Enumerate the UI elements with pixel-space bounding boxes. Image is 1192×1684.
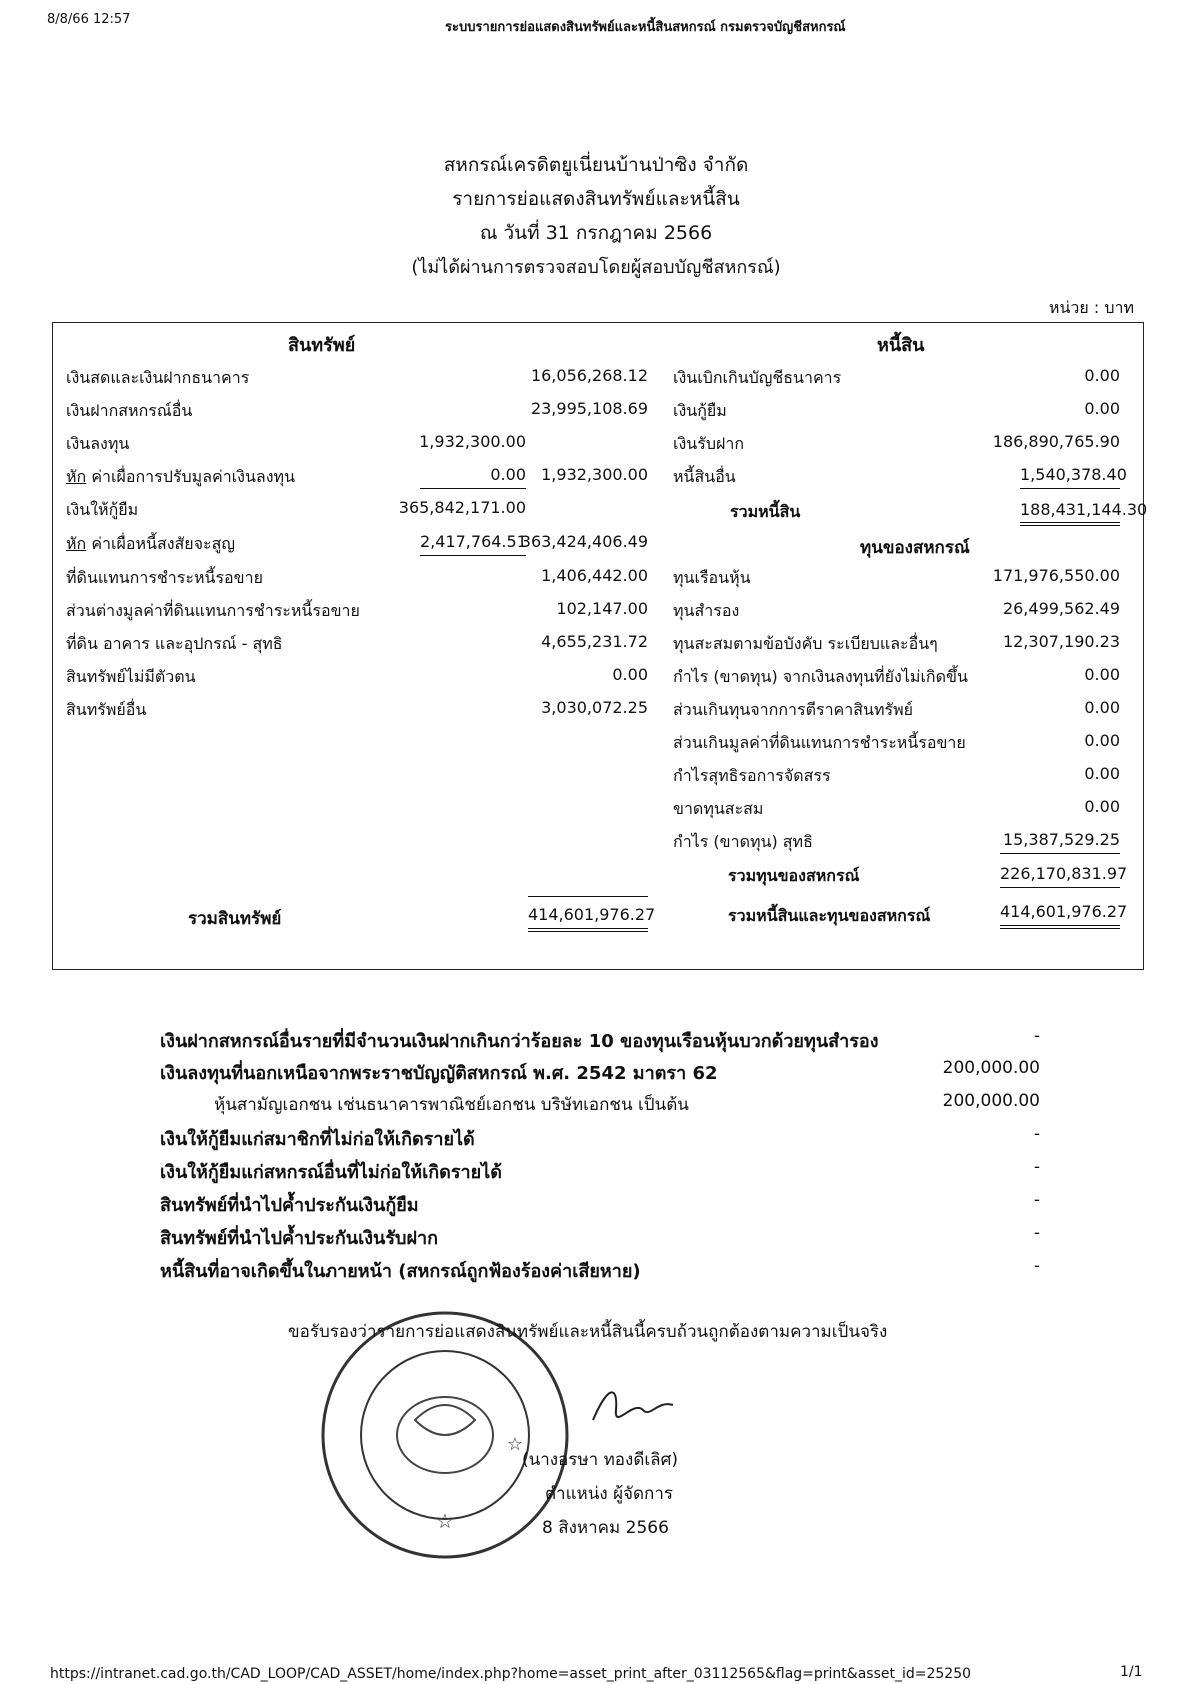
- equity-label: ส่วนเกินมูลค่าที่ดินแทนการชำระหนี้รอขาย: [673, 733, 966, 752]
- print-datetime: 8/8/66 12:57: [47, 12, 131, 27]
- asset-total: 1,406,442.00: [541, 566, 648, 585]
- liability-value: 0.00: [1084, 399, 1120, 418]
- asset-total: 102,147.00: [556, 599, 648, 618]
- equity-value: 0.00: [1084, 698, 1120, 717]
- asset-label: ที่ดินแทนการชำระหนี้รอขาย: [66, 568, 263, 587]
- total-liabilities-label: รวมหนี้สิน: [730, 502, 801, 521]
- note-value: -: [1033, 1157, 1040, 1177]
- assets-heading: สินทรัพย์: [288, 335, 356, 356]
- liability-value: 0.00: [1084, 366, 1120, 385]
- note-label: สินทรัพย์ที่นำไปค้ำประกันเงินกู้ยืม: [160, 1195, 419, 1216]
- asset-total: 363,424,406.49: [520, 532, 648, 551]
- asset-total: 0.00: [612, 665, 648, 684]
- liability-label: หนี้สินอื่น: [673, 467, 736, 486]
- liability-value: 186,890,765.90: [992, 432, 1120, 451]
- asset-total: 1,932,300.00: [541, 465, 648, 484]
- note-value: -: [1033, 1190, 1040, 1210]
- total-equity-label: รวมทุนของสหกรณ์: [728, 866, 860, 885]
- asset-label: สินทรัพย์ไม่มีตัวตน: [66, 667, 196, 686]
- signer-name: (นางอรษา ทองดีเลิศ): [522, 1450, 679, 1470]
- asset-label: เงินสดและเงินฝากธนาคาร: [66, 368, 250, 387]
- equity-label: ทุนเรือนหุ้น: [673, 568, 751, 587]
- equity-label: ขาดทุนสะสม: [673, 799, 764, 818]
- equity-label: กำไรสุทธิรอการจัดสรร: [673, 766, 831, 785]
- equity-value: 0.00: [1084, 665, 1120, 684]
- asset-label: เงินลงทุน: [66, 434, 130, 453]
- asset-label: ส่วนต่างมูลค่าที่ดินแทนการชำระหนี้รอขาย: [66, 601, 360, 620]
- equity-label: ทุนสะสมตามข้อบังคับ ระเบียบและอื่นๆ: [673, 634, 938, 653]
- note-value: -: [1033, 1124, 1040, 1144]
- report-title: รายการย่อแสดงสินทรัพย์และหนี้สิน: [452, 188, 740, 210]
- note-label: เงินให้กู้ยืมแก่สหกรณ์อื่นที่ไม่ก่อให้เกิดรายได้: [160, 1162, 502, 1183]
- asset-label: เงินให้กู้ยืม: [66, 500, 139, 519]
- equity-value: 0.00: [1084, 797, 1120, 816]
- signature: [588, 1380, 678, 1435]
- liabilities-heading: หนี้สิน: [877, 335, 925, 356]
- page-number: 1/1: [1120, 1664, 1143, 1680]
- note-label: หนี้สินที่อาจเกิดขึ้นในภายหน้า (สหกรณ์ถูกฟ้องร้องค่าเสียหาย): [160, 1261, 641, 1282]
- deduct-label: หัก: [66, 467, 87, 486]
- equity-value: 12,307,190.23: [1002, 632, 1120, 651]
- equity-value: 0.00: [1084, 731, 1120, 750]
- asset-sub: 1,932,300.00: [419, 432, 526, 451]
- asset-sub: 0.00: [420, 465, 526, 489]
- asset-label-row: [66, 532, 235, 557]
- equity-value: 26,499,562.49: [1002, 599, 1120, 618]
- equity-heading: ทุนของสหกรณ์: [860, 538, 970, 558]
- note-label: เงินให้กู้ยืมแก่สมาชิกที่ไม่ก่อให้เกิดรายได้: [160, 1129, 475, 1150]
- asset-label: ค่าเผื่อการปรับมูลค่าเงินลงทุน: [91, 467, 295, 486]
- svg-text:☆: ☆: [506, 1434, 524, 1455]
- note-label: เงินลงทุนที่นอกเหนือจากพระราชบัญญัติสหกรณ์ พ.ศ. 2542 มาตรา 62: [160, 1063, 718, 1084]
- asset-total: 23,995,108.69: [530, 399, 648, 418]
- org-name: สหกรณ์เครดิตยูเนี่ยนบ้านป่าซิง จำกัด: [443, 154, 749, 176]
- equity-label: กำไร (ขาดทุน) สุทธิ: [673, 832, 813, 851]
- asset-label: ค่าเผื่อหนี้สงสัยจะสูญ: [91, 534, 236, 553]
- note-value: 200,000.00: [942, 1091, 1040, 1111]
- asset-label: เงินฝากสหกรณ์อื่น: [66, 401, 193, 420]
- note-value: -: [1033, 1256, 1040, 1276]
- asset-total: 16,056,268.12: [530, 366, 648, 385]
- equity-label: ส่วนเกินทุนจากการตีราคาสินทรัพย์: [673, 700, 913, 719]
- note-value: -: [1033, 1026, 1040, 1046]
- certification-date: 8 สิงหาคม 2566: [542, 1518, 669, 1538]
- note-value: -: [1033, 1223, 1040, 1243]
- asset-sub: 2,417,764.51: [420, 532, 526, 556]
- signer-position: ตำแหน่ง ผู้จัดการ: [545, 1484, 674, 1504]
- total-equity-value: 226,170,831.97: [1000, 864, 1120, 888]
- unit-label: หน่วย : บาท: [1048, 298, 1134, 317]
- liability-label: เงินรับฝาก: [673, 434, 745, 453]
- deduct-label: หัก: [66, 534, 87, 553]
- grand-total-value: 414,601,976.27: [1000, 902, 1120, 929]
- grand-total-label: รวมหนี้สินและทุนของสหกรณ์: [728, 906, 931, 925]
- note-label: หุ้นสามัญเอกชน เช่นธนาคารพาณิชย์เอกชน บริษัทเอกชน เป็นต้น: [214, 1095, 689, 1115]
- print-url: https://intranet.cad.go.th/CAD_LOOP/CAD_ASSET/home/index.php?home=asset_print_after_03112565&flag=print&asset_id=25250: [50, 1666, 972, 1682]
- asset-label: สินทรัพย์อื่น: [66, 700, 147, 719]
- liability-value: 1,540,378.40: [1020, 465, 1120, 489]
- total-liabilities-value: 188,431,144.30: [1020, 500, 1120, 526]
- certification-statement: ขอรับรองว่ารายการย่อแสดงสินทรัพย์และหนี้สินนี้ครบถ้วนถูกต้องตามความเป็นจริง: [288, 1322, 888, 1342]
- asset-total: 3,030,072.25: [541, 698, 648, 717]
- equity-value: 15,387,529.25: [1000, 830, 1120, 854]
- liability-label: เงินกู้ยืม: [673, 401, 727, 420]
- equity-value: 171,976,550.00: [992, 566, 1120, 585]
- asset-total: 4,655,231.72: [541, 632, 648, 651]
- asset-label-row: [66, 465, 295, 490]
- note-value: 200,000.00: [942, 1058, 1040, 1078]
- system-title: ระบบรายการย่อแสดงสินทรัพย์และหนี้สินสหกรณ์ กรมตรวจบัญชีสหกรณ์: [445, 20, 846, 35]
- equity-label: กำไร (ขาดทุน) จากเงินลงทุนที่ยังไม่เกิดขึ้น: [673, 667, 968, 686]
- svg-text:☆: ☆: [436, 1509, 454, 1533]
- equity-value: 0.00: [1084, 764, 1120, 783]
- total-assets-value: 414,601,976.27: [528, 896, 648, 932]
- total-assets-label: รวมสินทรัพย์: [188, 909, 282, 929]
- note-label: เงินฝากสหกรณ์อื่นรายที่มีจำนวนเงินฝากเกินกว่าร้อยละ 10 ของทุนเรือนหุ้นบวกด้วยทุนสำรอง: [160, 1031, 879, 1052]
- equity-label: ทุนสำรอง: [673, 601, 740, 620]
- note-label: สินทรัพย์ที่นำไปค้ำประกันเงินรับฝาก: [160, 1228, 438, 1249]
- asset-label: ที่ดิน อาคาร และอุปกรณ์ - สุทธิ: [66, 634, 283, 653]
- report-date: ณ วันที่ 31 กรกฎาคม 2566: [479, 222, 713, 244]
- liability-label: เงินเบิกเกินบัญชีธนาคาร: [673, 368, 842, 387]
- audit-note: (ไม่ได้ผ่านการตรวจสอบโดยผู้สอบบัญชีสหกรณ์): [411, 257, 781, 278]
- asset-sub: 365,842,171.00: [398, 498, 526, 517]
